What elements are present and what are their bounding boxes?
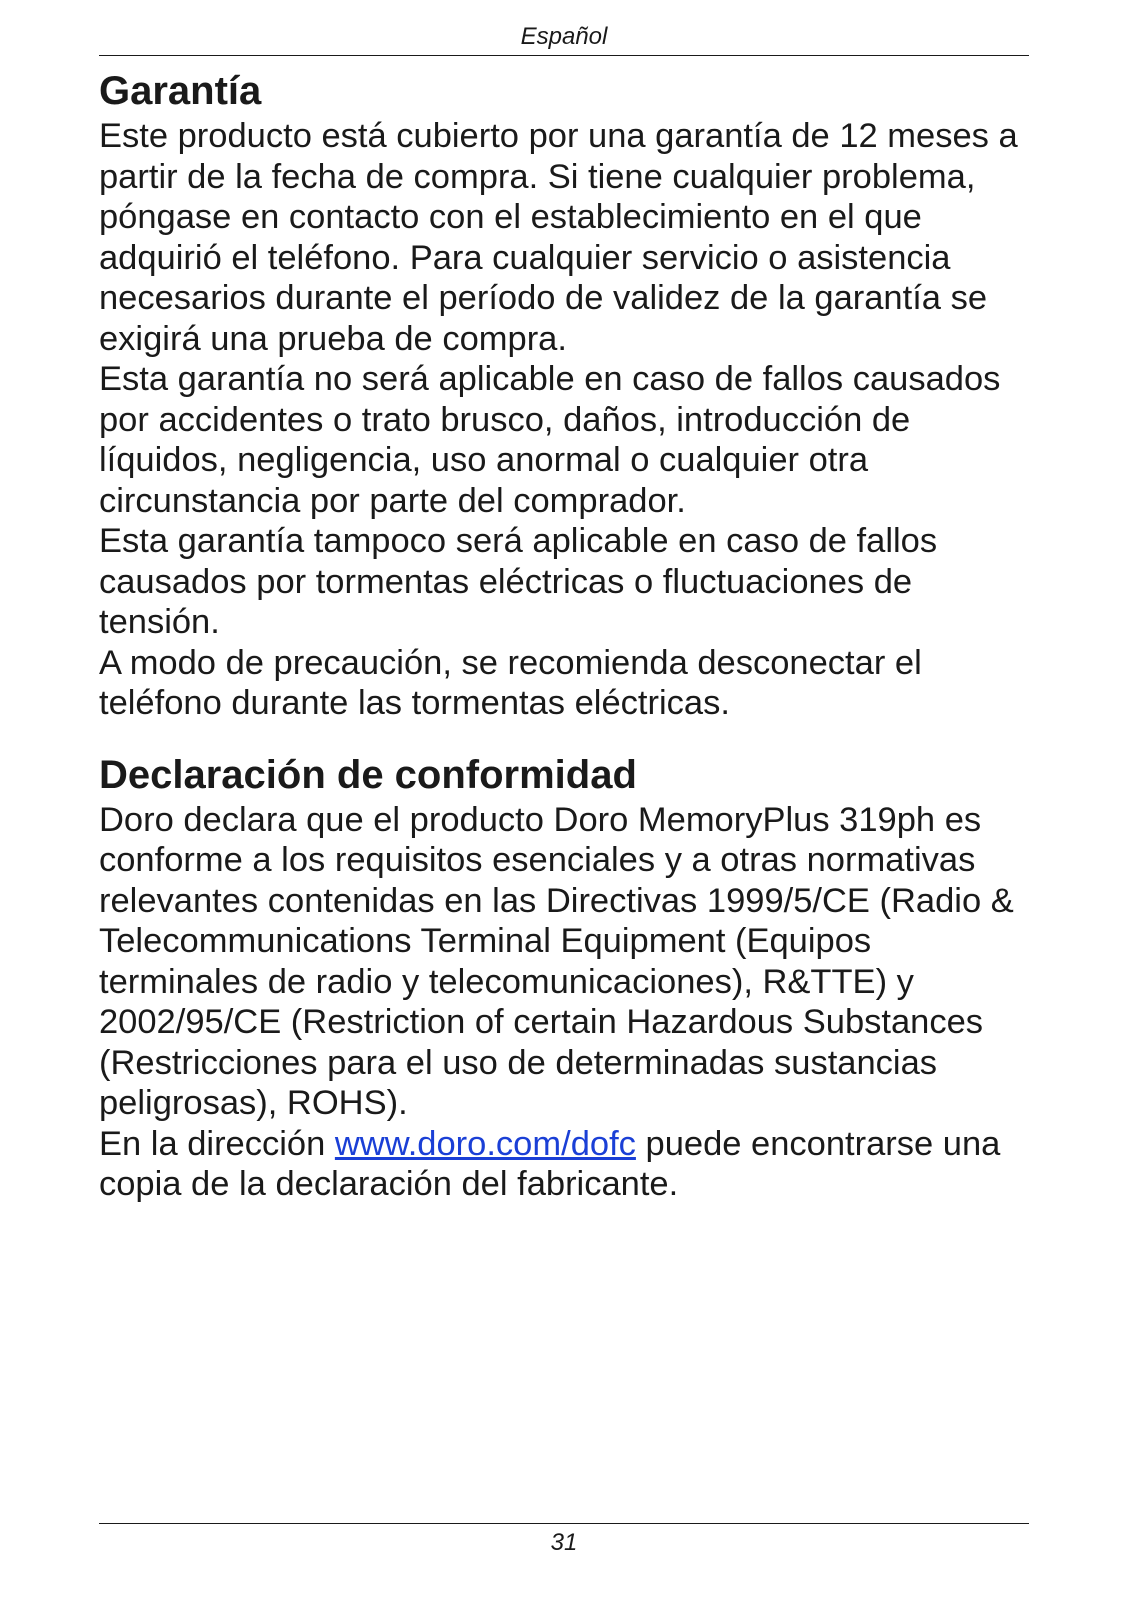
warranty-heading: Garantía	[99, 69, 262, 113]
warranty-paragraph: Esta garantía no será aplicable en caso de fallos causados por accidentes o trato brusco, daños, introducción de líquidos, negligencia, uso anormal o cualquier otra circunstancia por parte del comprador.	[99, 360, 1001, 520]
conformity-heading: Declaración de conformidad	[99, 752, 637, 797]
copy-text-after-link: puede encontrarse una copia de la declaración del fabricante.	[99, 1124, 1001, 1203]
doro-dofc-link[interactable]: www.doro.com/dofc	[334, 1124, 636, 1163]
warranty-paragraph: Esta garantía tampoco será aplicable en caso de fallos causados por tormentas eléctricas o fluctuaciones de tensión.	[99, 522, 938, 641]
footer-rule	[99, 1523, 1029, 1524]
warranty-paragraph: Este producto está cubierto por una garantía de 12 meses a partir de la fecha de compra. Si tiene cualquier problema, póngase en contacto con el establecimiento en el que adquirió el teléfono. Para cualquier servicio o asistencia necesarios durante el período de validez de la garantía se exigirá una prueba de compra.	[99, 117, 1018, 358]
warranty-section	[99, 66, 1039, 724]
conformity-paragraph: Doro declara que el producto Doro MemoryPlus 319ph es conforme a los requisitos esenciales y a otras normativas relevantes contenidas en las Directivas 1999/5/CE (Radio & Telecommunications Terminal Equipment (Equipos terminales de radio y telecomunicaciones), R&TTE) y 2002/95/CE (Restriction of certain Hazardous Substances (Restricciones para el uso de determinadas sustancias peligrosas), ROHS).	[99, 800, 1014, 1122]
warranty-paragraph: A modo de precaución, se recomienda desconectar el teléfono durante las tormentas eléctricas.	[99, 643, 922, 722]
running-header-language: Español	[520, 23, 608, 50]
manual-page	[99, 0, 1029, 1601]
header-rule	[99, 55, 1029, 56]
page-number: 31	[550, 1529, 578, 1556]
conformity-copy-paragraph	[99, 1124, 1039, 1205]
page-content	[99, 66, 1039, 1205]
conformity-section	[99, 750, 1039, 1205]
copy-text-before-link: En la dirección	[99, 1124, 335, 1163]
